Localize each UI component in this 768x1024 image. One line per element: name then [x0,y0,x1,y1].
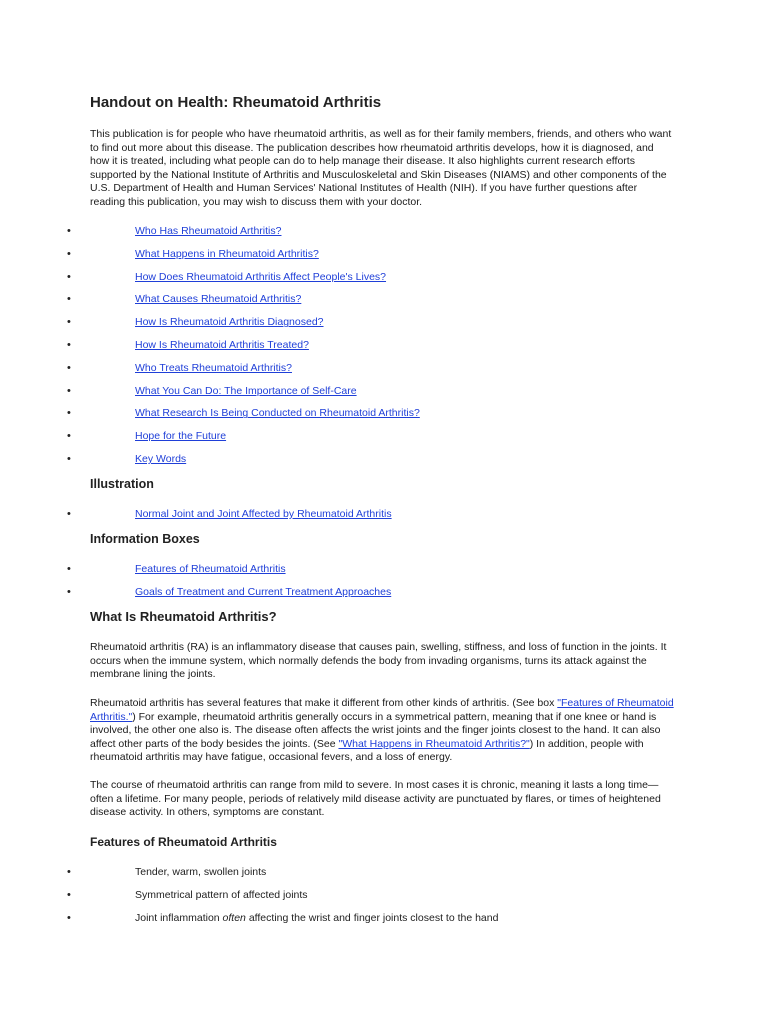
list-item [0,316,768,339]
features-heading: Features of Rheumatoid Arthritis [90,835,277,849]
toc-link-hope[interactable]: Hope for the Future [135,430,227,443]
list-item [0,225,768,248]
bullet: • [67,563,71,575]
bullet: • [67,911,71,924]
list-item [0,508,768,531]
bullet: • [67,452,71,465]
info-boxes-list [0,563,768,609]
bullet: • [67,866,71,878]
bullet: • [67,888,71,901]
list-item [0,362,768,385]
features-box-link[interactable]: "Features of Rheumatoid Arthritis." [90,697,674,723]
bullet: • [67,270,71,283]
list-item [0,248,768,271]
list-item [0,385,768,408]
info-boxes-heading: Information Boxes [90,532,200,546]
toc-link-diagnosed[interactable]: How Is Rheumatoid Arthritis Diagnosed? [135,316,324,329]
feature-item: Symmetrical pattern of affected joints [135,888,308,901]
list-item [0,586,768,609]
illustration-heading: Illustration [90,477,154,491]
toc-link-key-words[interactable]: Key Words [135,452,187,465]
list-item [0,293,768,316]
toc-link-research[interactable]: What Research Is Being Conducted on Rheumatoid Arthritis? [135,407,420,420]
list-item [0,453,768,476]
list-item [0,563,768,586]
feature-item [135,912,498,924]
info-box-link-features[interactable]: Features of Rheumatoid Arthritis [135,563,286,575]
list-item [0,866,768,889]
bullet: • [67,361,71,374]
bullet: • [67,316,71,329]
bullet: • [67,407,71,420]
toc-link-affect-lives[interactable]: How Does Rheumatoid Arthritis Affect People's Lives? [135,270,387,283]
bullet: • [67,585,71,598]
bullet: • [67,293,71,306]
page-title: Handout on Health: Rheumatoid Arthritis [90,94,382,111]
what-happens-link[interactable]: "What Happens in Rheumatoid Arthritis?" [338,737,530,750]
toc-link-causes[interactable]: What Causes Rheumatoid Arthritis? [135,293,302,306]
paragraph-text: ) In addition, people with rheumatoid arthritis may have fatigue, occasional fevers, and a loss of energy. [90,737,644,763]
table-of-contents [0,225,768,476]
info-box-link-goals[interactable]: Goals of Treatment and Current Treatment Approaches [135,585,392,598]
list-item [0,912,768,935]
toc-link-who-has[interactable]: Who Has Rheumatoid Arthritis? [135,225,282,237]
toc-link-who-treats[interactable]: Who Treats Rheumatoid Arthritis? [135,361,292,374]
bullet: • [67,384,71,397]
paragraph-text: ) For example, rheumatoid arthritis generally occurs in a symmetrical pattern, meaning that if one knee or hand is involved, the other one also is. The disease often affects the wrist joints and the finger joints closest to the hand. It can also affect other parts of the body besides the joints. (See [90,710,661,750]
list-item [0,889,768,912]
bullet: • [67,247,71,260]
toc-link-treated[interactable]: How Is Rheumatoid Arthritis Treated? [135,338,309,351]
feature-emphasis: often [222,911,246,924]
list-item [0,339,768,362]
list-item [0,407,768,430]
feature-item: Tender, warm, swollen joints [135,866,267,878]
bullet: • [67,430,71,443]
what-is-paragraph-1: Rheumatoid arthritis (RA) is an inflammatory disease that causes pain, swelling, stiffness, and loss of function in the joints. It occurs when the immune system, which normally defends the body from invading organisms, turns its attack against the membrane lining the joints. [90,641,667,680]
illustration-link[interactable]: Normal Joint and Joint Affected by Rheumatoid Arthritis [135,508,392,520]
what-is-paragraph-2 [90,697,675,765]
bullet: • [67,508,71,520]
feature-text: affecting the wrist and finger joints closest to the hand [245,911,499,924]
what-is-paragraph-3: The course of rheumatoid arthritis can range from mild to severe. In most cases it is chronic, meaning it lasts a long time—often a lifetime. For many people, periods of relatively mild disease activity are punctuated by flares, or times of heightened disease activity. In others, symptoms are constant. [90,779,661,818]
paragraph-text: Rheumatoid arthritis has several features that make it different from other kinds of arthritis. (See box [90,697,558,709]
feature-text: Joint inflammation [135,911,223,924]
intro-paragraph: This publication is for people who have rheumatoid arthritis, as well as for their family members, friends, and others who want to find out more about this disease. The publication describes how rheumatoid arthritis develops, how it is diagnosed, and how it is treated, including what people can do to help manage their disease. It also highlights current research efforts supported by the National Institute of Arthritis and Musculoskeletal and Skin Diseases (NIAMS) and other components of the U.S. Department of Health and Human Services' National Institutes of Health (NIH). If you have further questions after reading this publication, you may wish to discuss them with your doctor. [90,128,672,208]
bullet: • [67,338,71,351]
toc-link-what-happens[interactable]: What Happens in Rheumatoid Arthritis? [135,247,319,260]
illustration-list [0,508,768,531]
list-item [0,271,768,294]
toc-link-self-care[interactable]: What You Can Do: The Importance of Self-Care [135,384,357,397]
features-list [0,866,768,934]
what-is-heading: What Is Rheumatoid Arthritis? [90,609,277,624]
list-item [0,430,768,453]
bullet: • [67,225,71,237]
